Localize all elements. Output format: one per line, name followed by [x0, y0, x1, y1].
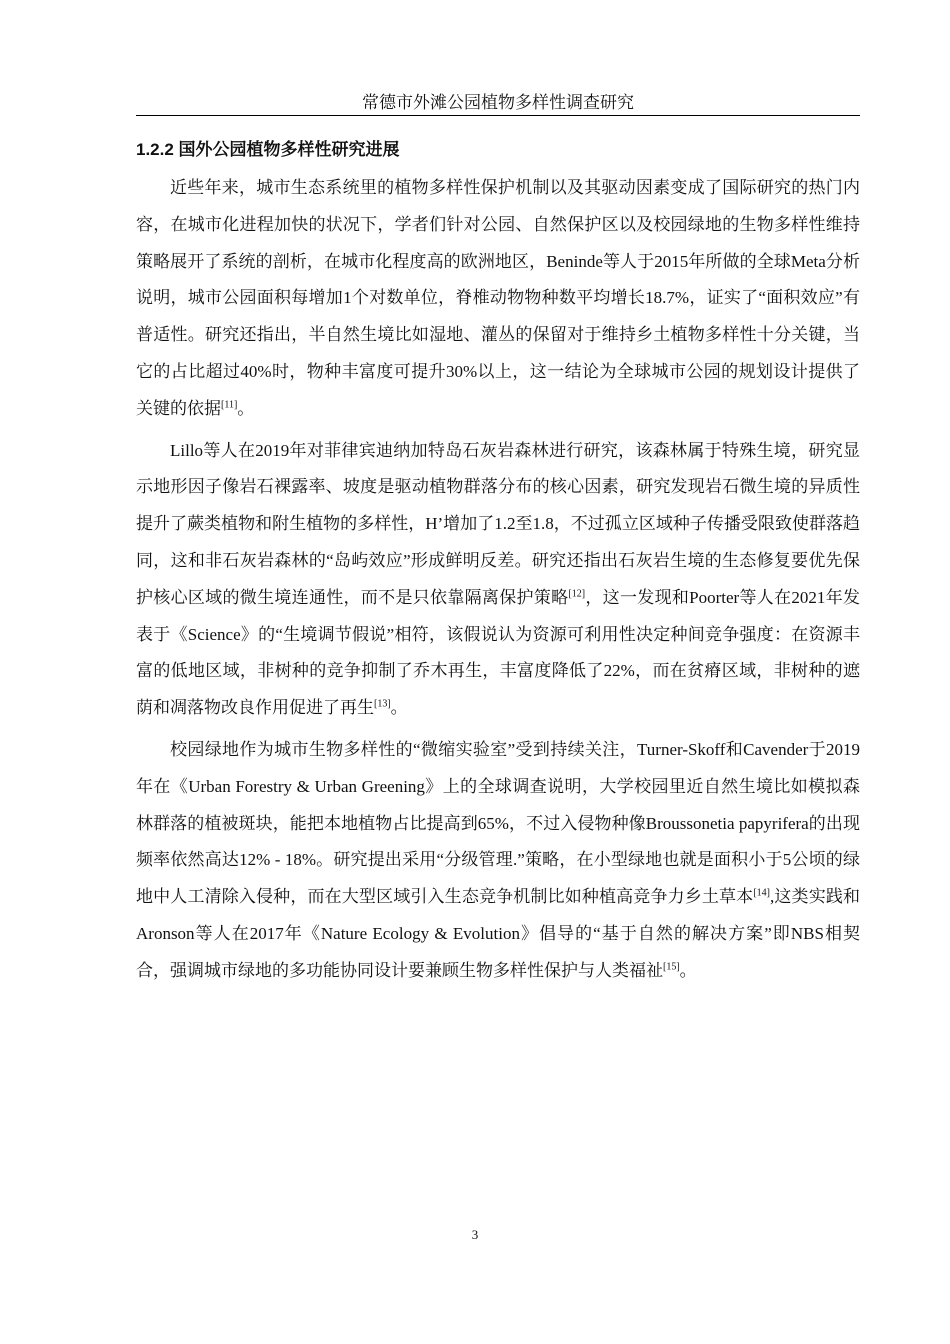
paragraph-2	[136, 433, 860, 727]
paragraph-3	[136, 732, 860, 990]
section-heading: 1.2.2 国外公园植物多样性研究进展	[136, 140, 400, 159]
running-header: 常德市外滩公园植物多样性调查研究	[362, 93, 634, 112]
header-divider	[136, 115, 860, 116]
citation-marker: [11]	[221, 399, 238, 411]
page-number: 3	[471, 1227, 479, 1242]
citation-marker: [14]	[753, 887, 771, 899]
paragraph-text: ，这一发现和Poorter等人在2021年发表于《Science》的“生境调节假说”相符，该假说认为资源可利用性决定种间竞争强度：在资源丰富的低地区域，非树种的竞争抑制了乔木再生，丰富度降低了22%，而在贫瘠区域，非树种的遮荫和凋落物改良作用促进了再生	[136, 587, 860, 718]
paragraph-text: ,这类实践和Aronson等人在2017年《Nature Ecology & Evolution》倡导的“基于自然的解决方案”即NBS相契合，强调城市绿地的多功能协同设计要兼顾生物多样性保护与人类福祉	[136, 887, 861, 980]
paragraph-text: 。	[237, 398, 255, 418]
citation-marker: [12]	[568, 588, 586, 600]
citation-marker: [15]	[663, 961, 680, 973]
citation-marker: [13]	[374, 698, 391, 710]
paragraph-text: Lillo等人在2019年对菲律宾迪纳加特岛石灰岩森林进行研究，该森林属于特殊生境，研究显示地形因子像岩石裸露率、坡度是驱动植物群落分布的核心因素，研究发现岩石微生境的异质性提升了蕨类植物和附生植物的多样性，H’增加了1.2至1.8，不过孤立区域种子传播受限致使群落趋同，这和非石灰岩森林的“岛屿效应”形成鲜明反差。研究还指出石灰岩生境的生态修复要优先保护核心区域的微生境连通性，而不是只依靠隔离保护策略	[136, 440, 860, 607]
page-body	[136, 134, 860, 995]
paragraph-text: 。	[390, 698, 408, 718]
paragraph-text: 校园绿地作为城市生物多样性的“微缩实验室”受到持续关注，Turner-Skoff和Cavender于2019年在《Urban Forestry & Urban Greening》上的全球调查说明，大学校园里近自然生境比如模拟森林群落的植被斑块，能把本地植物占比提高到65%，不过入侵物种像Broussonetia papyrifera的出现频率依然高达12% - 18%。研究提出采用“分级管理.”策略，在小型绿地也就是面积小于5公顷的绿地中人工清除入侵种，而在大型区域引入生态竞争机制比如种植高竞争力乡土草本	[136, 739, 860, 907]
paragraph-text: 近些年来，城市生态系统里的植物多样性保护机制以及其驱动因素变成了国际研究的热门内容，在城市化进程加快的状况下，学者们针对公园、自然保护区以及校园绿地的生物多样性维持策略展开了系统的剖析，在城市化程度高的欧洲地区，Beninde等人于2015年所做的全球Meta分析说明，城市公园面积每增加1个对数单位，脊椎动物物种数平均增长18.7%，证实了“面积效应”有普适性。研究还指出，半自然生境比如湿地、灌丛的保留对于维持乡土植物多样性十分关键，当它的占比超过40%时，物种丰富度可提升30%以上，这一结论为全球城市公园的规划设计提供了关键的依据	[136, 178, 860, 418]
paragraph-1	[136, 170, 860, 428]
paragraph-text: 。	[679, 960, 697, 980]
